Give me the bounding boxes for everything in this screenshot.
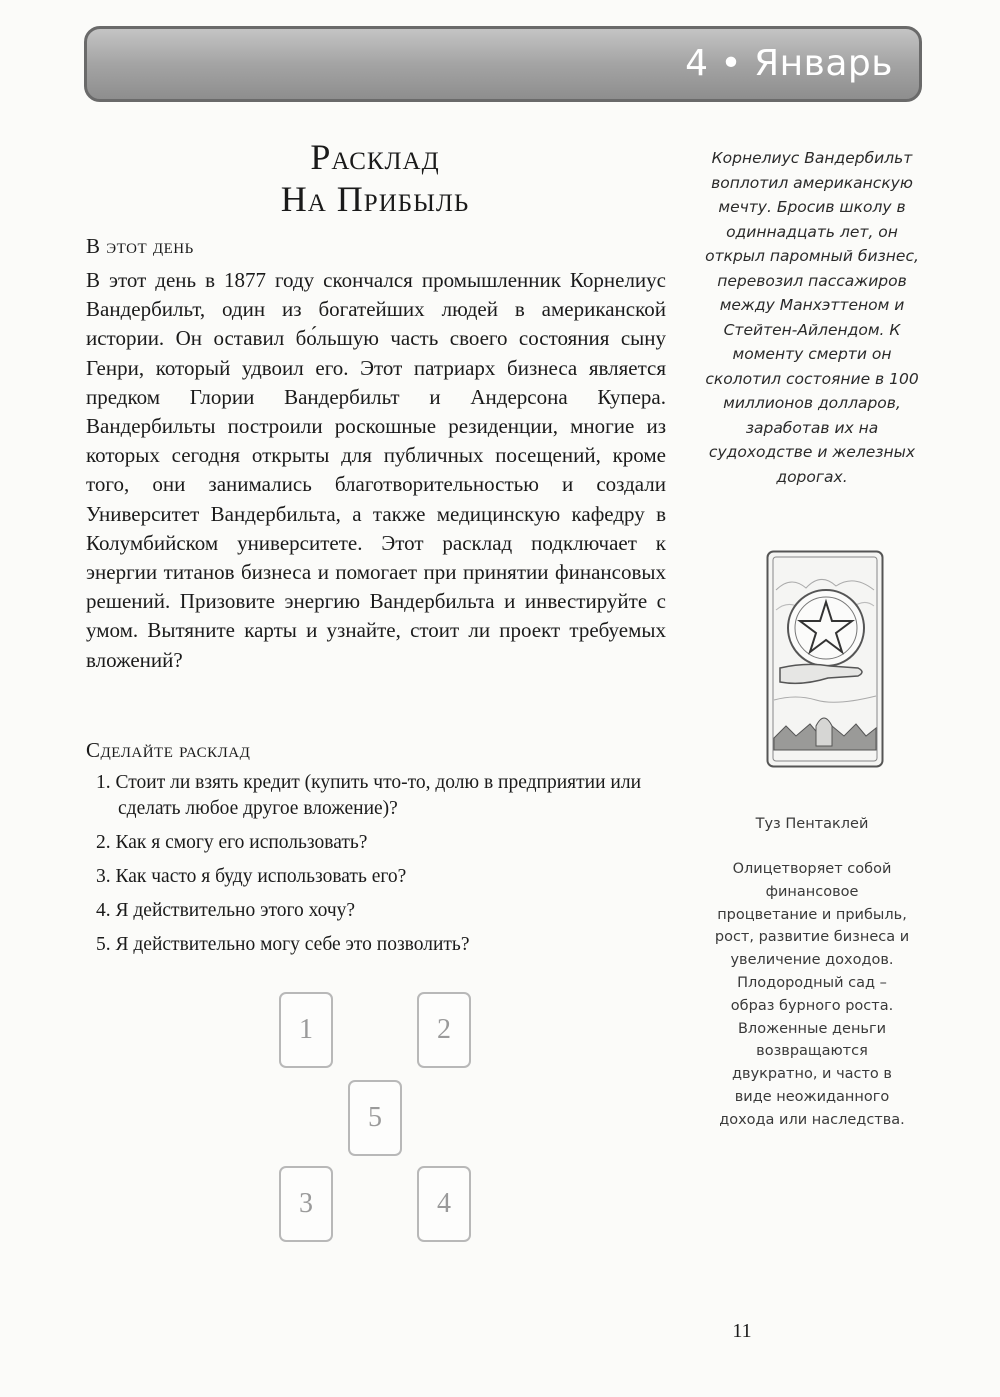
- header-date: 4 • Январь: [685, 43, 893, 84]
- spread-card-slot-3: 3: [279, 1166, 333, 1242]
- card-name-caption: Туз Пентаклей: [755, 816, 869, 832]
- body-paragraph: В этот день в 1877 году скончался промышленник Корнелиус Вандербильт, один из богатейших людей в американской истории. Он оставил бо́льшую часть своего состояния сыну Генри, который удвоил его. Этот патриарх бизнеса является предком Глории Вандербильт и Андерсона Купера. Вандербильты построили роскошные резиденции, многие из которых сегодня открыты для публичных посещений, кроме того, они занимались благотворительностью и создали Университет Вандербильта, а также медицинскую кафедру в Колумбийском университете. Этот расклад подключает к энергии титанов бизнеса и помогает при принятии финансовых решений. Призовите энергию Вандербильта и инвестируйте с умом. Вытяните карты и узнайте, стоит ли проект требуемых вложений?: [86, 268, 666, 672]
- header-band: [84, 26, 922, 102]
- page-title: [140, 136, 610, 220]
- title-line-1: Расклад: [310, 137, 440, 177]
- card-meaning-text: Олицетворяет собой финансовое процветание и прибыль, рост, развитие бизнеса и увеличение доходов. Плодородный сад – образ бурного роста. Вложенные деньги возвращаются двукратно, и часто в виде неожиданного дохода или наследства.: [714, 861, 910, 1128]
- sidebar-quote: Корнелиус Вандербильт воплотил американскую мечту. Бросив школу в одиннадцать лет, он открыл паромный бизнес, перевозил пассажиров между Манхэттеном и Стейтен-Айлендом. К моменту смерти он сколотил состояние в 100 миллионов долларов, заработав их на судоходстве и железных дорогах.: [705, 149, 919, 486]
- spread-question-3: 3. Как часто я буду использовать его?: [96, 866, 407, 887]
- spread-card-slot-5: 5: [348, 1080, 402, 1156]
- spread-card-slot-2: 2: [417, 992, 471, 1068]
- ace-of-pentacles-card-image: [766, 550, 884, 768]
- spread-question-4: 4. Я действительно этого хочу?: [96, 900, 356, 921]
- spread-question-2: 2. Как я смогу его использовать?: [96, 832, 368, 853]
- page-number: 11: [732, 1320, 752, 1342]
- spread-question-5: 5. Я действительно могу себе это позволить?: [96, 934, 470, 955]
- title-line-2: На Прибыль: [280, 179, 470, 219]
- section-heading-spread: Сделайте расклад: [86, 738, 251, 762]
- spread-questions: [96, 770, 656, 966]
- spread-card-slot-1: 1: [279, 992, 333, 1068]
- spread-question-1: 1. Стоит ли взять кредит (купить что-то, долю в предприятии или сделать любое другое вложение)?: [96, 772, 642, 819]
- spread-card-slot-4: 4: [417, 1166, 471, 1242]
- section-heading-this-day: В этот день: [86, 234, 194, 258]
